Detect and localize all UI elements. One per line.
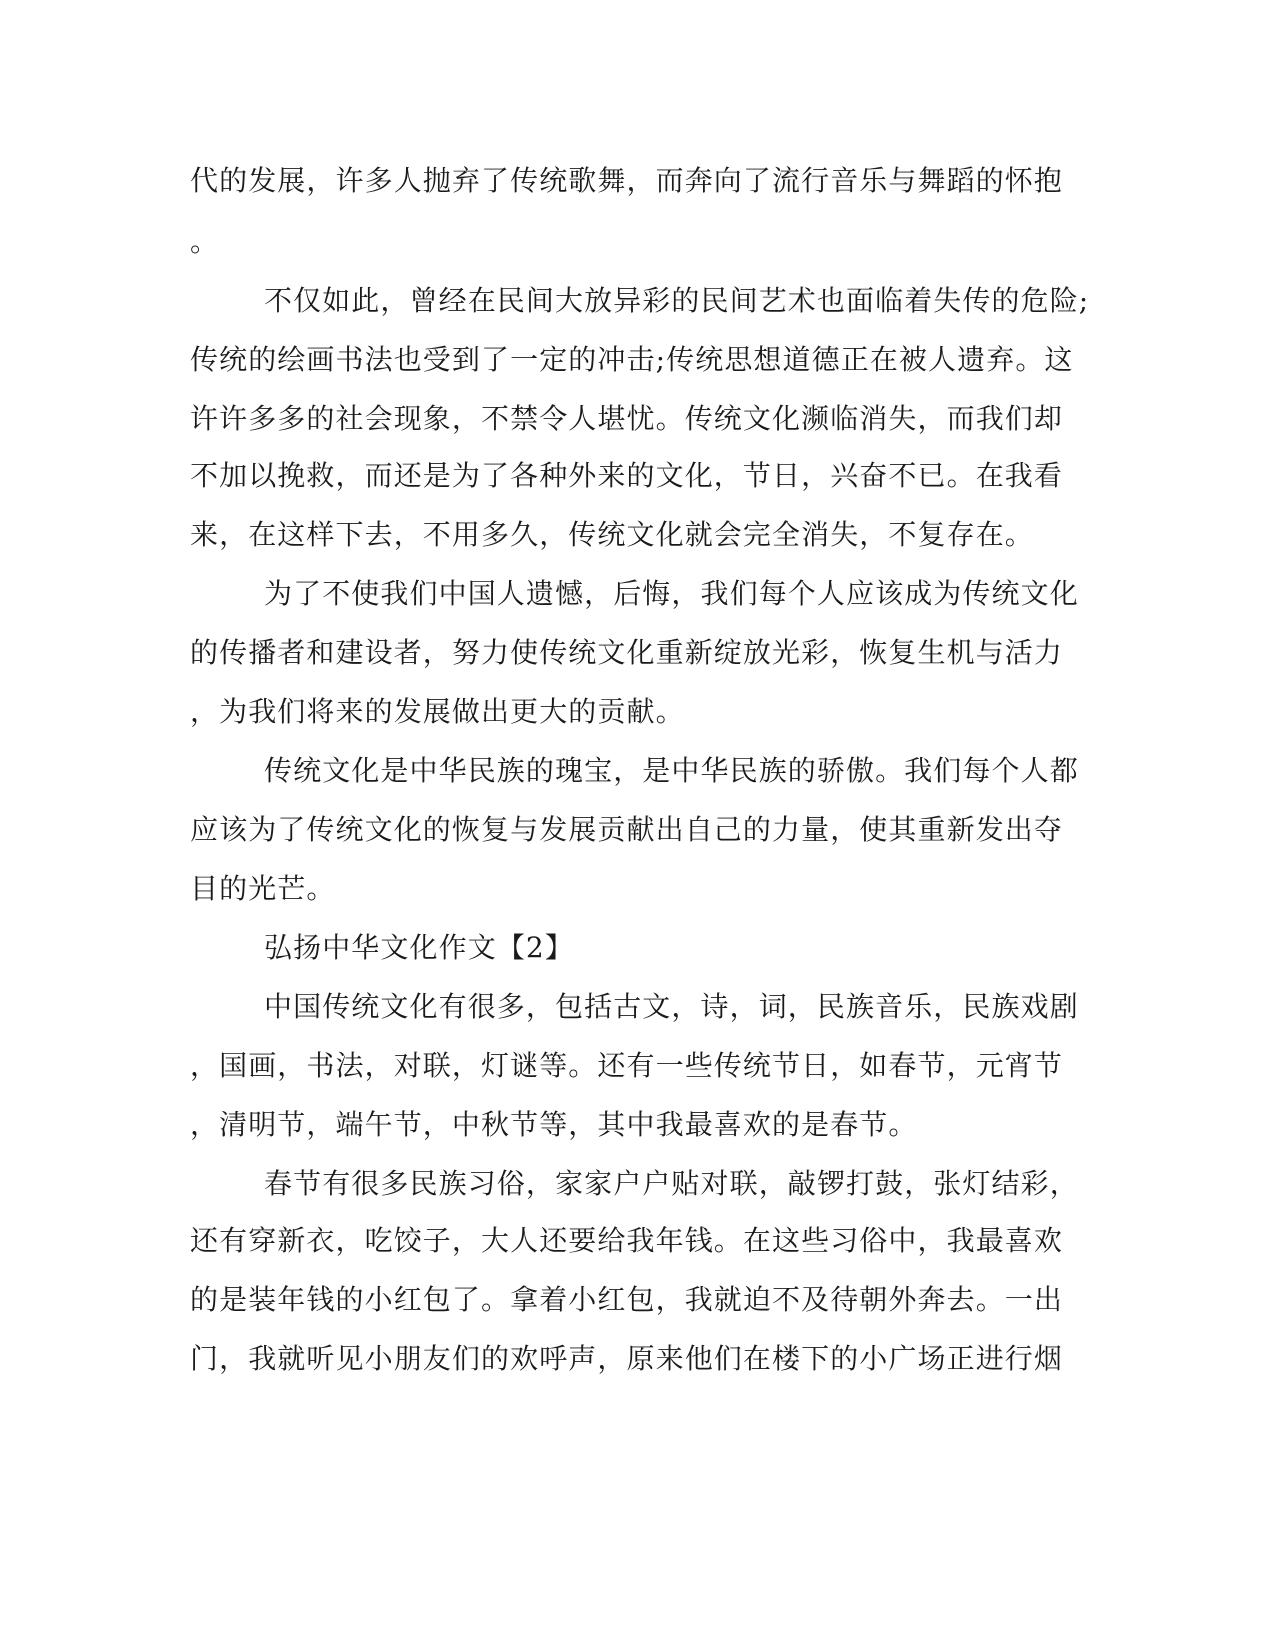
text-line: 许许多多的社会现象，不禁令人堪忧。传统文化濒临消失，而我们却 — [190, 402, 1064, 435]
text-line: 应该为了传统文化的恢复与发展贡献出自己的力量，使其重新发出夺 — [190, 813, 1064, 846]
text-line: ，清明节，端午节，中秋节等，其中我最喜欢的是春节。 — [190, 1108, 918, 1141]
text-line: 还有穿新衣，吃饺子，大人还要给我年钱。在这些习俗中，我最喜欢 — [190, 1224, 1064, 1257]
section-heading: 弘扬中华文化作文【2】 — [264, 931, 574, 964]
paragraph-start-line: 传统文化是中华民族的瑰宝，是中华民族的骄傲。我们每个人都 — [264, 754, 1079, 787]
paragraph-start-line: 为了不使我们中国人遗憾，后悔，我们每个人应该成为传统文化 — [264, 577, 1079, 610]
text-line: 代的发展，许多人抛弃了传统歌舞，而奔向了流行音乐与舞蹈的怀抱 — [190, 164, 1064, 197]
text-line: ，为我们将来的发展做出更大的贡献。 — [190, 695, 685, 728]
text-line: 的传播者和建设者，努力使传统文化重新绽放光彩，恢复生机与活力 — [190, 636, 1064, 669]
text-line: 目的光芒。 — [190, 872, 336, 905]
paragraph-start-line: 春节有很多民族习俗，家家户户贴对联，敲锣打鼓，张灯结彩， — [264, 1167, 1079, 1200]
text-line: 来，在这样下去，不用多久，传统文化就会完全消失，不复存在。 — [190, 518, 1034, 551]
text-line: ，国画，书法，对联，灯谜等。还有一些传统节日，如春节，元宵节 — [190, 1049, 1064, 1082]
paragraph-start-line: 中国传统文化有很多，包括古文，诗，词，民族音乐，民族戏剧 — [264, 990, 1079, 1023]
text-line: 。 — [190, 225, 220, 258]
text-line: 门，我就听见小朋友们的欢呼声，原来他们在楼下的小广场正进行烟 — [190, 1342, 1064, 1375]
paragraph-start-line: 不仅如此，曾经在民间大放异彩的民间艺术也面临着失传的危险; — [264, 284, 1090, 317]
text-line: 不加以挽救，而还是为了各种外来的文化，节日，兴奋不已。在我看 — [190, 459, 1064, 492]
text-line: 传统的绘画书法也受到了一定的冲击;传统思想道德正在被人遗弃。这 — [190, 343, 1074, 376]
text-line: 的是装年钱的小红包了。拿着小红包，我就迫不及待朝外奔去。一出 — [190, 1283, 1064, 1316]
